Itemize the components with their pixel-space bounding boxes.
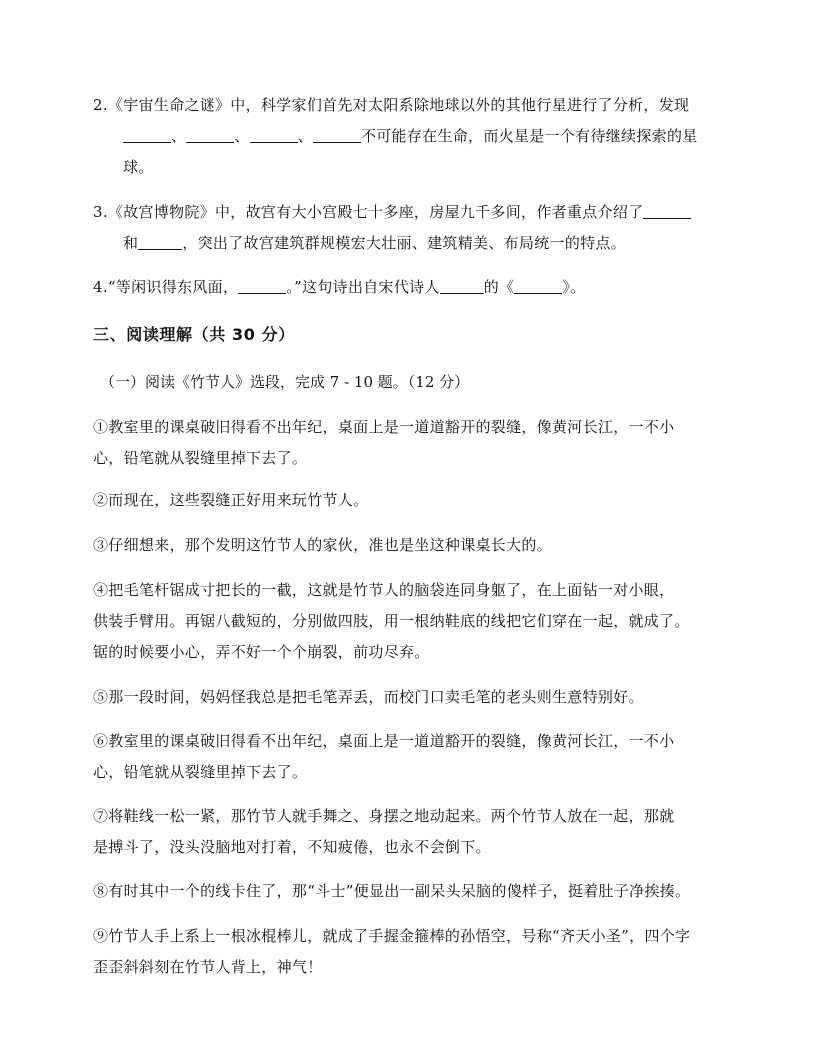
reading-intro: （一）阅读《竹节人》选段，完成 7 - 10 题。（12 分） (100, 373, 470, 391)
paragraph-2 (93, 485, 725, 516)
q3-and: 和 (123, 234, 139, 252)
paragraph-line: ⑤那一段时间，妈妈怪我总是把毛笔弄丢，而校门口卖毛笔的老头则生意特别好。 (93, 688, 644, 706)
q3-line1 (93, 197, 725, 228)
paragraph-line: ①教室里的课桌破旧得看不出年纪，桌面上是一道道豁开的裂缝，像黄河长江，一不小 (93, 418, 675, 436)
answer-blank[interactable] (440, 278, 484, 294)
q4-part3: 的《 (483, 278, 515, 296)
separator: 、 (171, 127, 187, 145)
q2-line1: 2.《宇宙生命之谜》中，科学家们首先对太阳系除地球以外的其他行星进行了分析，发现 (93, 96, 690, 114)
q4-part4: 》。 (562, 278, 586, 296)
q4-part2: 。”这句诗出自宋代诗人 (286, 278, 440, 296)
q3-line2 (93, 228, 725, 259)
answer-blank[interactable] (313, 127, 361, 143)
paragraph-1 (93, 412, 725, 474)
answer-blank[interactable] (138, 234, 182, 250)
q2-line2 (93, 121, 725, 152)
paragraph-line: ⑥教室里的课桌破旧得看不出年纪，桌面上是一道道豁开的裂缝，像黄河长江，一不小 (93, 732, 675, 750)
q3-line2-text: ，突出了故宫建筑群规模宏大壮丽、建筑精美、布局统一的特点。 (182, 234, 627, 252)
paragraph-7 (93, 801, 725, 863)
answer-blank[interactable] (123, 127, 171, 143)
paragraph-line: ③仔细想来，那个发明这竹节人的家伙，准也是坐这种课桌长大的。 (93, 536, 553, 554)
paragraph-line: ⑧有时其中一个的线卡住了，那“斗士”便显出一副呆头呆脑的傻样子，挺着肚子净挨揍。 (93, 882, 691, 900)
question-4 (93, 272, 725, 303)
paragraph-line: ②而现在，这些裂缝正好用来玩竹节人。 (93, 491, 369, 509)
separator: 、 (234, 127, 250, 145)
q2-line2-text: 不可能存在生命，而火星是一个有待继续探索的星 (360, 127, 698, 145)
paragraph-line: ⑦将鞋线一松一紧，那竹节人就手舞之、身摆之地动起来。两个竹节人放在一起，那就 (93, 807, 675, 825)
separator: 、 (297, 127, 313, 145)
paragraph-9 (93, 921, 725, 983)
paragraph-6 (93, 726, 725, 788)
paragraph-4 (93, 575, 725, 668)
paragraph-line: 供装手臂用。再锯八截短的，分别做四肢，用一根纳鞋底的线把它们穿在一起，就成了。 (93, 612, 690, 630)
question-2 (93, 90, 725, 183)
answer-blank[interactable] (186, 127, 234, 143)
paragraph-line: 心，铅笔就从裂缝里掉下去了。 (93, 449, 308, 467)
q2-line3: 球。 (123, 158, 154, 176)
paragraph-line: ⑨竹节人手上系上一根冰棍棒儿，就成了手握金箍棒的孙悟空，号称“齐天小圣”，四个字 (93, 927, 691, 945)
paragraph-5 (93, 682, 725, 713)
question-3 (93, 197, 725, 259)
paragraph-line: 锯的时候要小心，弄不好一个个崩裂，前功尽弃。 (93, 643, 430, 661)
paragraph-8 (93, 876, 725, 907)
q4-part1: 4.“等闲识得东风面， (93, 278, 239, 296)
paragraph-line: 歪歪斜斜刻在竹节人背上，神气！ (93, 958, 323, 976)
answer-blank[interactable] (514, 278, 562, 294)
answer-blank[interactable] (238, 278, 286, 294)
paragraph-line: 心，铅笔就从裂缝里掉下去了。 (93, 763, 308, 781)
paragraph-line: ④把毛笔杆锯成寸把长的一截，这就是竹节人的脑袋连同身躯了，在上面钻一对小眼， (93, 581, 675, 599)
answer-blank[interactable] (250, 127, 298, 143)
section-heading: 三、阅读理解（共 30 分） (93, 325, 295, 344)
answer-blank[interactable] (643, 203, 691, 219)
paragraph-3 (93, 530, 725, 561)
q3-line1-text: 3.《故宫博物院》中，故宫有大小宫殿七十多座，房屋九千多间，作者重点介绍了 (93, 203, 644, 221)
paragraph-line: 是搏斗了，没头没脑地对打着，不知疲倦，也永不会倒下。 (93, 838, 491, 856)
